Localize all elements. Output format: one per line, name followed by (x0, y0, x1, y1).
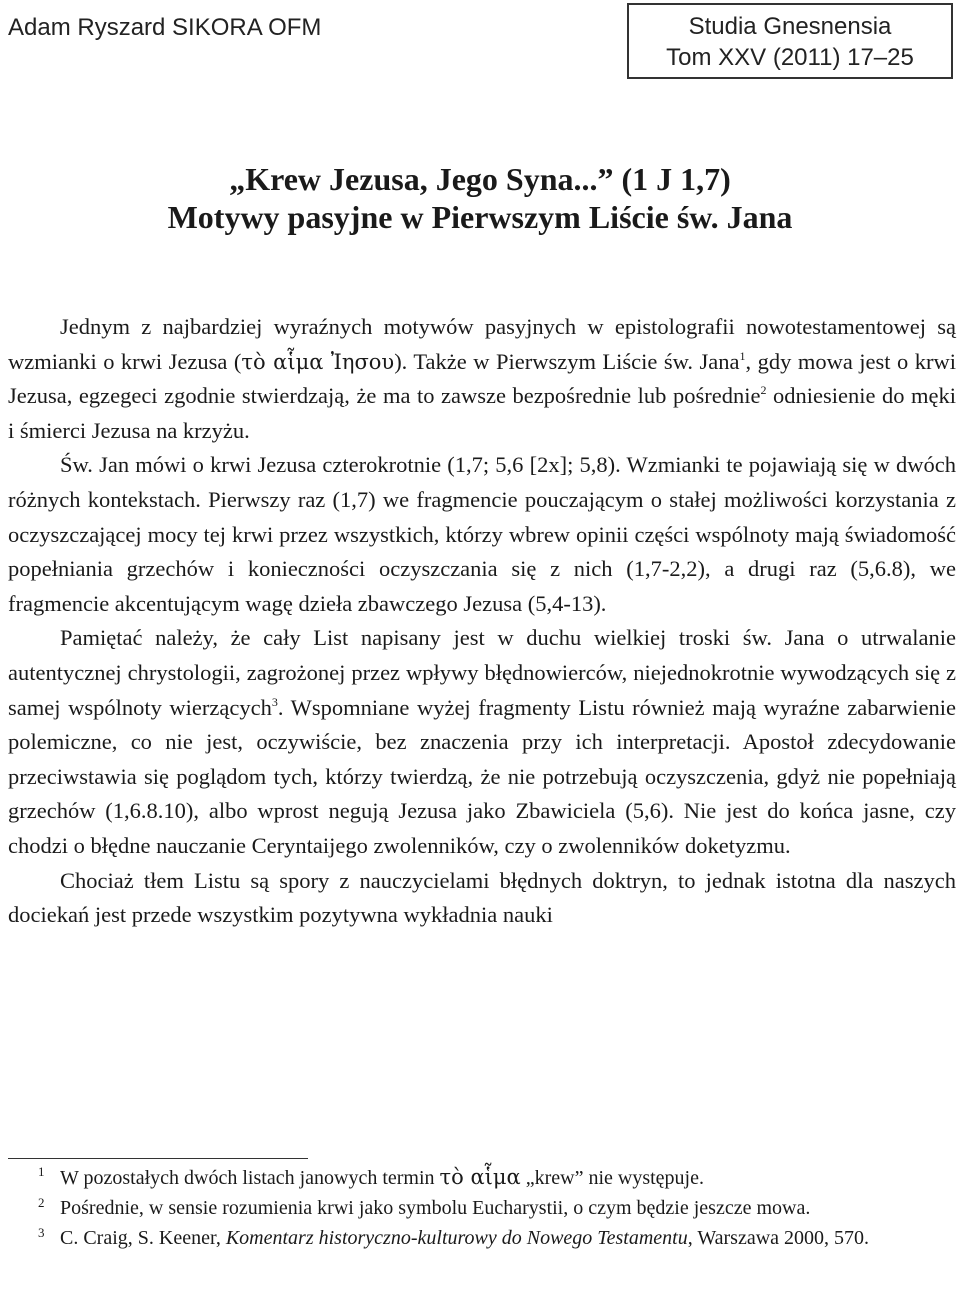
paragraph-3 (8, 621, 956, 863)
journal-volume: Tom XXV (2011) 17–25 (666, 44, 914, 71)
title-line-2: Motywy pasyjne w Pierwszym Liście św. Jana (167, 199, 793, 235)
footnote-1 (8, 1163, 956, 1194)
fn3-book-title: Komentarz historyczno-kulturowy do Nowego Testamentu (225, 1227, 688, 1249)
footnote-separator (8, 1158, 308, 1159)
footnote-2-number: 2 (38, 1194, 45, 1210)
footnote-2 (8, 1194, 956, 1225)
fn1-text-b: „krew” nie występuje. (520, 1167, 704, 1189)
footnote-3 (8, 1224, 956, 1255)
fn1-text-a: W pozostałych dwóch listach janowych termin (60, 1167, 440, 1189)
footnote-ref-2[interactable]: 2 (760, 383, 767, 398)
author-name: Adam Ryszard SIKORA OFM (8, 14, 322, 41)
footnote-ref-3[interactable]: 3 (271, 694, 278, 709)
article-body (8, 310, 956, 933)
fn1-greek: τὸ αἷμα (439, 1165, 521, 1189)
footnote-3-text (60, 1224, 956, 1255)
paragraph-4: Chociaż tłem Listu są spory z nauczycielami błędnych doktryn, to jednak istotna dla naszych dociekań jest przede wszystkim pozytywna wykładnia nauki (8, 867, 956, 928)
title-line-1: „Krew Jezusa, Jego Syna...” (1 J 1,7) (229, 161, 731, 197)
fn3-text-a: C. Craig, S. Keener, (60, 1227, 226, 1249)
fn3-text-b: , Warszawa 2000, 570. (687, 1227, 870, 1249)
footnote-number (8, 1194, 60, 1225)
footnote-number (8, 1224, 60, 1255)
paragraph-2: Św. Jan mówi o krwi Jezusa czterokrotnie (1,7; 5,6 [2x]; 5,8). Wzmianki te pojawiają się w dwóch różnych kontekstach. Pierwszy raz (1,7) we fragmencie pouczającym o stałej możliwości korzystania z oczyszczającej mocy tej krwi przez wszystkich, którzy wbrew opinii części wspólnoty mają świadomość popełniania grzechów i konieczności oczyszczania się z nich (1,7-2,2), a drugi raz (5,6.8), we fragmencie akcentującym wagę dzieła zbawczego Jezusa (5,4-13). (8, 452, 956, 616)
footnote-1-number: 1 (38, 1164, 45, 1179)
p1-text-d: odniesienie do męki i śmierci Jezusa na krzyżu. (8, 383, 956, 443)
article-title (0, 160, 960, 236)
p1-text-c: , gdy mowa jest o krwi Jezusa, egzegeci zgodnie stwierdzają, że ma to zawsze bezpośrednie lub pośrednie (8, 348, 957, 409)
journal-name: Studia Gnesnensia (688, 13, 892, 40)
footnote-number (8, 1163, 60, 1194)
footnote-1-text (60, 1163, 956, 1194)
footnote-ref-1[interactable]: 1 (739, 348, 746, 363)
footnote-3-number: 3 (38, 1225, 45, 1240)
p1-text-a: Jednym z najbardziej wyraźnych motywów pasyjnych w epistolografii nowotestamentowej są wzmianki o krwi Jezusa ( (8, 314, 956, 374)
p1-text-b: ). Także w Pierwszym Liście św. Jana (394, 348, 740, 374)
paragraph-1 (8, 310, 956, 448)
footnote-2-text: Pośrednie, w sensie rozumienia krwi jako symbolu Eucharystii, o czym będzie jeszcze mowa. (60, 1196, 811, 1219)
footnotes (8, 1163, 956, 1255)
journal-info-box (627, 3, 953, 79)
p3-text-b: . Wspomniane wyżej fragmenty Listu również mają wyraźne zabarwienie polemiczne, co nie jest, oczywiście, bez znaczenia przy ich interpretacji. Apostoł zdecydowanie przeciwstawia się poglądom tych, którzy twierdzą, że nie potrzebują oczyszczenia, gdyż nie popełniają grzechów (1,6.8.10), albo wprost negują Jezusa jako Zbawiciela (5,6). Nie jest do końca jasne, czy chodzi o błędne nauczanie Ceryntaijego zwolenników, czy o zwolenników doketyzmu. (8, 694, 956, 858)
greek-phrase: τὸ αἷμα Ἰησου (241, 349, 395, 374)
p3-text-a: Pamiętać należy, że cały List napisany jest w duchu wielkiej troski św. Jana o utrwalanie autentycznej chrystologii, zagrożonej przez wpływy błędnowierców, niejednokrotnie wywodzących się z samej wspólnoty wierzących (8, 625, 956, 720)
